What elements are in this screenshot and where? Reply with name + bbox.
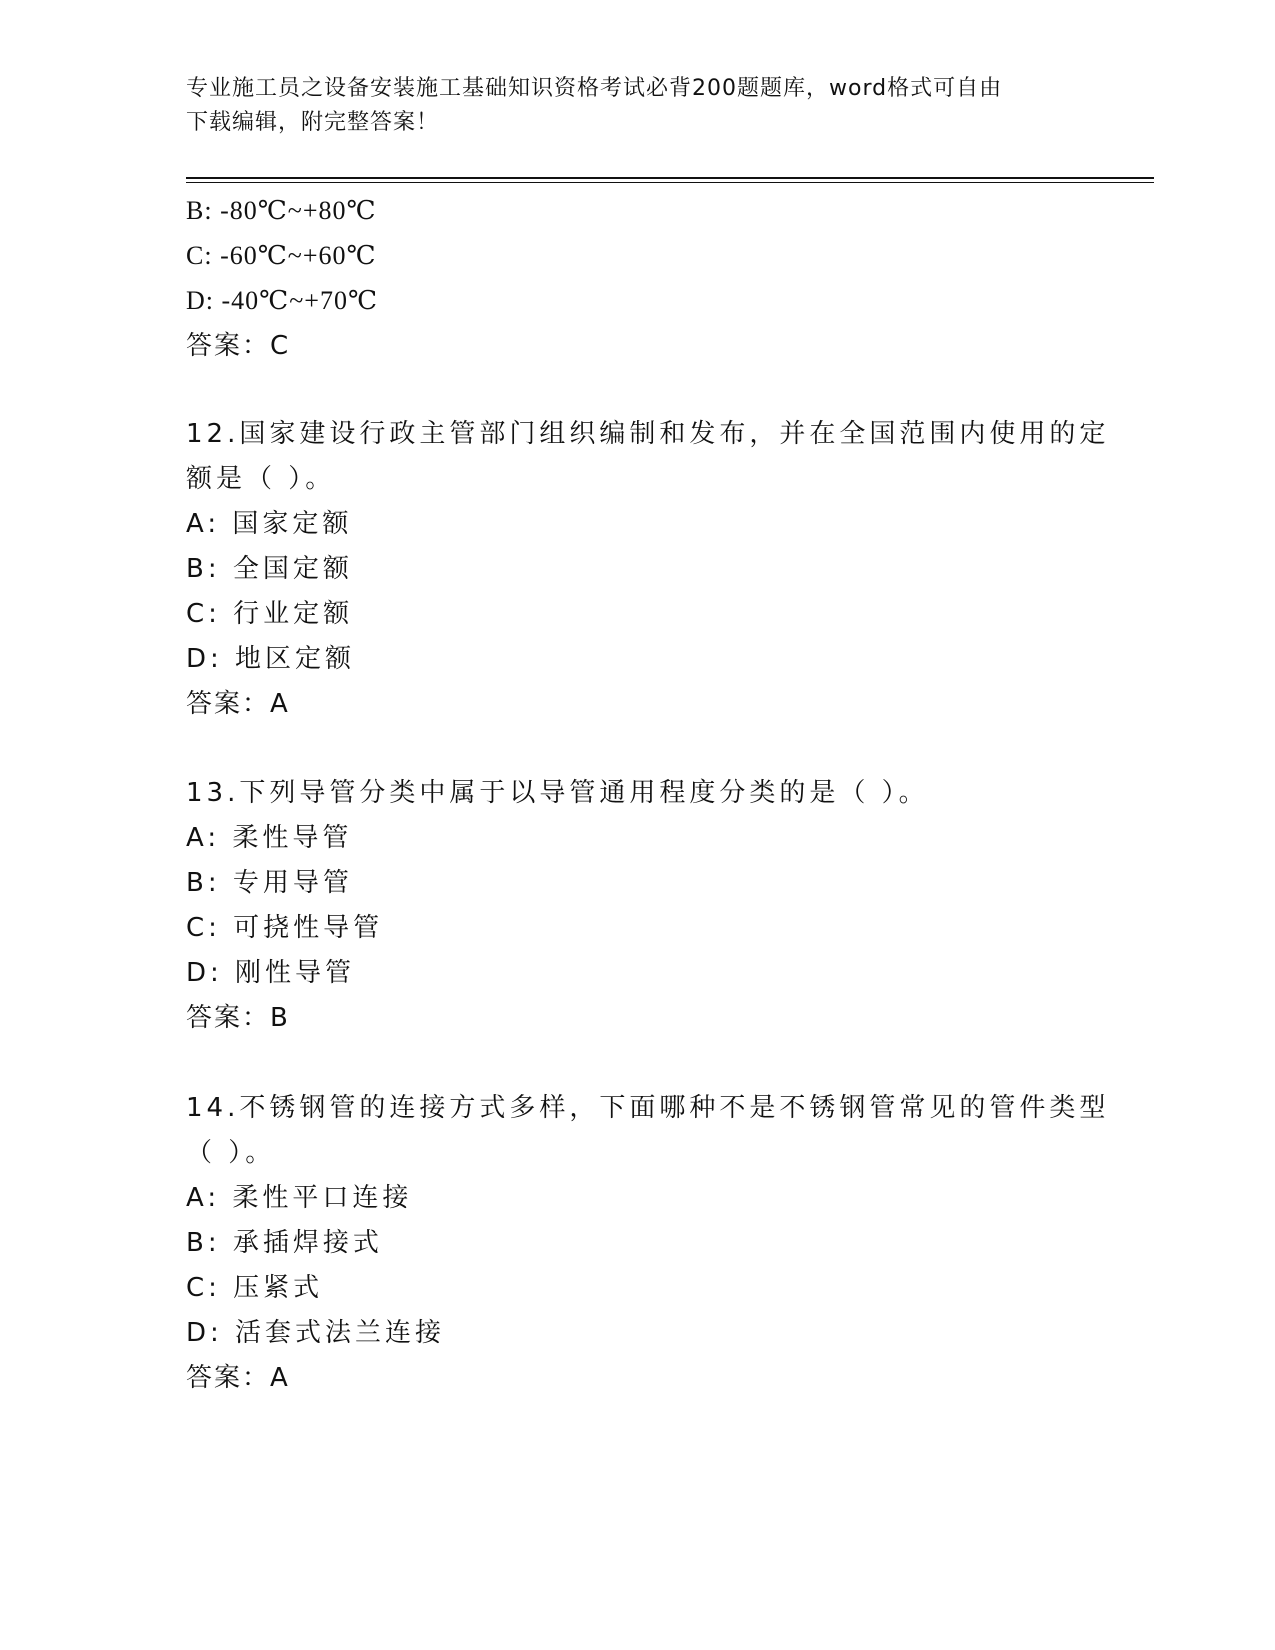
header-line-2: 下载编辑，附完整答案！: [186, 110, 440, 135]
q14-option-b: B: 承插焊接式: [186, 1228, 383, 1258]
q12-question-line-2: 额是（ ）。: [186, 464, 336, 494]
q11-option-d: D: -40℃~+70℃: [186, 286, 379, 315]
q11-option-b: B: -80℃~+80℃: [186, 196, 377, 225]
q14-question-line-2: （ ）。: [186, 1138, 276, 1168]
q12-option-c: C: 行业定额: [186, 599, 354, 629]
q13-option-d: D: 刚性导管: [186, 958, 356, 988]
q14-answer: 答案：A: [186, 1363, 290, 1393]
q11-answer: 答案：C: [186, 331, 291, 361]
q13-option-a: A: 柔性导管: [186, 823, 353, 853]
q13-answer: 答案：B: [186, 1003, 290, 1033]
q12-option-b: B: 全国定额: [186, 554, 353, 584]
header-divider-thin: [186, 182, 1154, 183]
q14-question-line-1: 14.不锈钢管的连接方式多样，下面哪种不是不锈钢管常见的管件类型: [186, 1093, 1110, 1123]
q13-option-c: C: 可挠性导管: [186, 913, 384, 943]
document-header: [186, 72, 1086, 140]
header-divider-thick: [186, 177, 1154, 179]
q12-answer: 答案：A: [186, 689, 290, 719]
q13-question-line-1: 13.下列导管分类中属于以导管通用程度分类的是（ ）。: [186, 778, 929, 808]
q11-option-c: C: -60℃~+60℃: [186, 241, 377, 270]
q14-option-d: D: 活套式法兰连接: [186, 1318, 446, 1348]
q14-option-c: C: 压紧式: [186, 1273, 324, 1303]
q13-option-b: B: 专用导管: [186, 868, 353, 898]
header-line-1: 专业施工员之设备安装施工基础知识资格考试必背200题题库，word格式可自由: [186, 76, 1003, 101]
q12-question-line-1: 12.国家建设行政主管部门组织编制和发布，并在全国范围内使用的定: [186, 419, 1110, 449]
q12-option-d: D: 地区定额: [186, 644, 356, 674]
q12-option-a: A: 国家定额: [186, 509, 353, 539]
q14-option-a: A: 柔性平口连接: [186, 1183, 413, 1213]
